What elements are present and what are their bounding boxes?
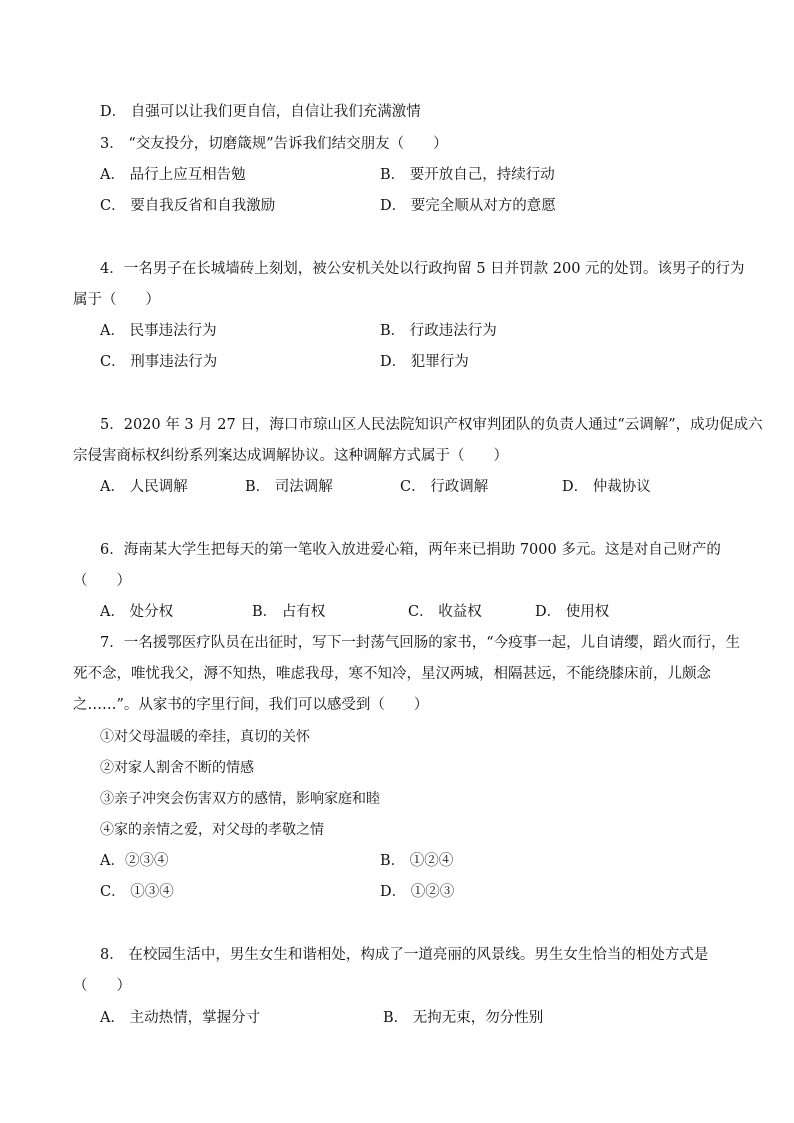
q8-option-b: B． 无拘无束，勿分性别	[383, 1010, 544, 1026]
q6-option-a: A． 处分权	[100, 604, 174, 620]
q5-option-b: B． 司法调解	[245, 479, 333, 495]
q7-option-d: D． ①②③	[380, 884, 455, 900]
q4-option-a: A． 民事违法行为	[100, 323, 217, 339]
q7-stem-line2: 死不念，唯忧我父，溽不知热，唯虑我母，寒不知冷，星汉两城，相隔甚远，不能绕膝床前，儿颇念	[73, 666, 711, 682]
q7-option-a: A．②③④	[100, 853, 169, 869]
q6-stem-line2: （ ）	[73, 573, 131, 589]
q7-statement-2: ②对家人割舍不断的情感	[100, 760, 254, 776]
q3-option-a: A． 品行上应互相告勉	[100, 167, 246, 183]
q4-option-d: D． 犯罪行为	[380, 354, 469, 370]
q7-option-c: C． ①③④	[100, 884, 174, 900]
q4-stem-line2: 属于（ ）	[73, 292, 160, 308]
q7-option-b: B． ①②④	[380, 853, 454, 869]
q6-option-d: D． 使用权	[535, 604, 610, 620]
q5-option-d: D． 仲裁协议	[562, 479, 651, 495]
q5-stem-line1: 5．2020 年 3 月 27 日，海口市琼山区人民法院知识产权审判团队的负责人通过“云调解”，成功促成六	[100, 417, 763, 433]
q4-stem-line1: 4．一名男子在长城墙砖上刻划，被公安机关处以行政拘留 5 日并罚款 200 元的处罚。该男子的行为	[100, 261, 745, 277]
q3-option-b: B． 要开放自己，持续行动	[380, 167, 555, 183]
q7-statement-3: ③亲子冲突会伤害双方的感情，影响家庭和睦	[100, 791, 380, 807]
q8-option-a: A． 主动热情，掌握分寸	[100, 1010, 261, 1026]
q3-option-d: D． 要完全顺从对方的意愿	[380, 198, 556, 214]
q7-statement-4: ④家的亲情之爱，对父母的孝敬之情	[100, 822, 324, 838]
q7-statement-1: ①对父母温暖的牵挂，真切的关怀	[100, 729, 310, 745]
q7-stem-line3: 之……”。从家书的字里行间，我们可以感受到（ ）	[73, 697, 429, 713]
q3-stem: 3． “交友投分，切磨箴规”告诉我们结交朋友（ ）	[100, 136, 448, 152]
q4-option-b: B． 行政违法行为	[380, 323, 497, 339]
q6-option-c: C． 收益权	[408, 604, 482, 620]
q8-stem-line1: 8． 在校园生活中，男生女生和谐相处，构成了一道亮丽的风景线。男生女生恰当的相处方式是	[100, 947, 709, 963]
q4-option-c: C． 刑事违法行为	[100, 354, 218, 370]
q2-option-d: D． 自强可以让我们更自信，自信让我们充满激情	[100, 104, 421, 120]
q5-stem-line2: 宗侵害商标权纠纷系列案达成调解协议。这种调解方式属于（ ）	[73, 448, 508, 464]
q7-stem-line1: 7．一名援鄂医疗队员在出征时，写下一封荡气回肠的家书，“今疫事一起，儿自请缨，蹈火而行，生	[100, 635, 741, 651]
q5-option-a: A． 人民调解	[100, 479, 188, 495]
q6-stem-line1: 6．海南某大学生把每天的第一笔收入放进爱心箱，两年来已捐助 7000 多元。这是对自己财产的	[100, 542, 721, 558]
q6-option-b: B． 占有权	[252, 604, 326, 620]
q5-option-c: C． 行政调解	[400, 479, 489, 495]
q8-stem-line2: （ ）	[73, 978, 131, 994]
q3-option-c: C． 要自我反省和自我激励	[100, 198, 276, 214]
